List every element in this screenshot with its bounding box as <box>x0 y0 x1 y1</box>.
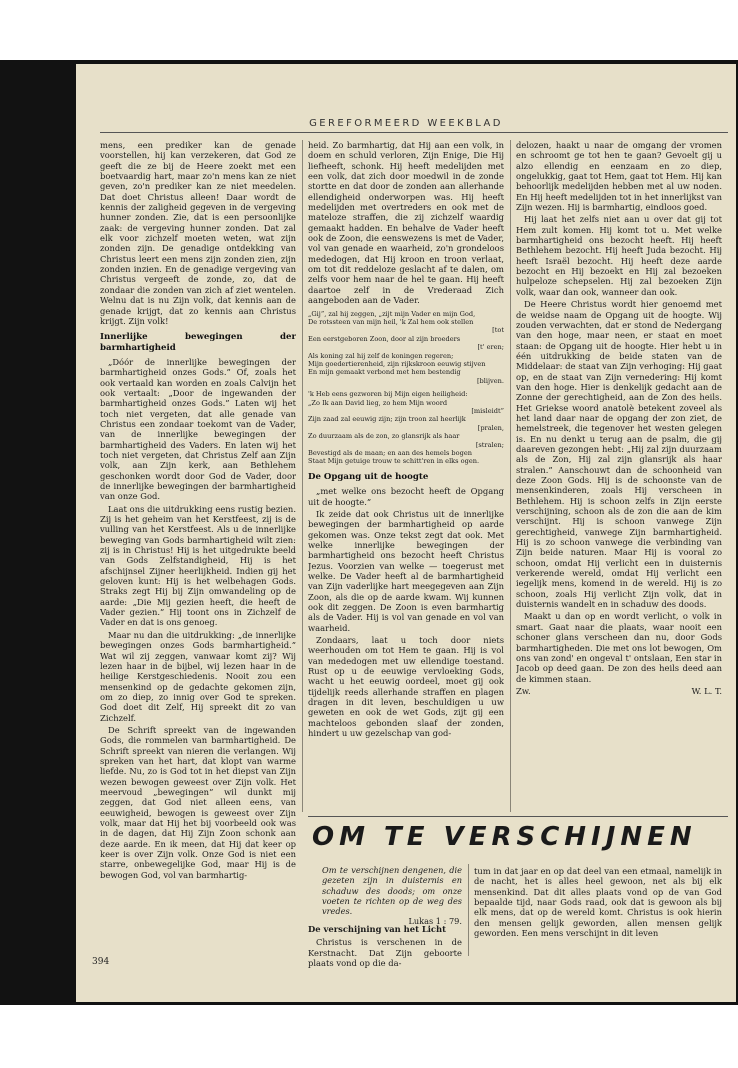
paragraph: mens, een prediker kan de genade voorstellen, hij kan verzekeren, dat God ze geeft die ze bij de Heere zoekt met een boetvaardig hart, maar zo'n mens kan ze niet geven, zo'n prediker kan ze niet meedelen. Dat doet Christus alleen! Daar wordt de kennis der zaligheid gegeven in de vergeving hunner zonden. Zie, dat is een persoonlijke zaak: de vergeving hunner zonden. Dat zal elk voor zichzelf moeten weten, wat zijn zonden zijn. De genadige ontdekking van Christus leert een mens zijn zonden zien, zijn zonden inzien. En de genadige vergeving van Christus vergeeft de zonde, zo, dat de zondaar die zonden van zich af ziet wentelen. Welnu dat is nu Zijn volk, dat kennis aan de genade krijgt, dat zo kennis aan Christus krijgt. Zijn volk! <box>100 140 296 326</box>
psalm-line: 'k Heb eens gezworen bij Mijn eigen heiligheid: <box>308 390 468 399</box>
column-divider <box>468 864 469 956</box>
page-number: 394 <box>92 957 110 967</box>
column-3 <box>516 140 722 812</box>
signature-place: Zw. <box>516 685 531 696</box>
psalm-line: „Gij”, zal hij zeggen, „zijt mijn Vader en mijn God, <box>308 309 476 318</box>
psalm-line: „Zo Ik aan David lieg, zo hem Mijn woord <box>308 398 448 407</box>
article-right-column <box>474 866 722 958</box>
column-1 <box>100 140 296 958</box>
article-start <box>308 924 462 968</box>
psalm-line: De rotssteen van mijn heil, 'k Zal hem ook stellen <box>308 317 474 326</box>
paragraph: heid. Zo barmhartig, dat Hij aan een volk, in doem en schuld verloren, Zijn Enige, Die Hij liefheeft, schonk. Hij heeft medelijden met een volk, dat zich door moedwil in de zonde stortte en dat door de zonden aan allerhande ellendigheid onderworpen was. Hij heeft medelijden met overtreders en ook met de mateloze straffen, die zij zichzelf waardig gemaakt hadden. En behalve de Vader heeft ook de Zoon, die eenswezens is met de Vader, vol van genade en waarheid, zo'n grondeloos mededogen, dat Hij kroon en troon verlaat, om tot dit reddeloze geslacht af te dalen, om zelfs voor hem naar de hel te gaan. Hij heeft daartoe zelf in de Vrederaad Zich aangeboden aan de Vader. <box>308 140 504 306</box>
column-divider <box>302 140 303 812</box>
psalm-line: Als koning zal hij zelf de koningen regeren; <box>308 351 454 360</box>
psalm-line-end: [blijven. <box>476 376 504 385</box>
psalm-line: Bevestigd als de maan; en aan des hemels bogen <box>308 449 472 457</box>
psalm-line: Een eerstgeboren Zoon, door al zijn broeders <box>308 334 461 343</box>
psalm-line-end: [stralen; <box>475 440 504 449</box>
column-divider <box>510 140 511 812</box>
paragraph: De Schrift spreekt van de ingewanden Gods, die rommelen van barmhartigheid. De Schrift spreekt van nieren die verlangen. Wij spreken van het hart, dat klopt van warme liefde. Nu, zo is God tot in het diepst van Zijn wezen bewogen geweest over Zijn volk. Het meervoud „bewegingen” wil dunkt mij zeggen, dat God niet alleen eens, van eeuwigheid, bewogen is geweest over Zijn volk, maar dat Hij het bij voorbeeld ook was in de dagen, dat Hij Zijn Zoon schonk aan deze aarde. En ik meen, dat Hij dat keer op keer is over Zijn volk. Onze God is niet een starre, onbewegelijke God, maar Hij is de bewogen God, vol van barmhartig- <box>100 724 296 880</box>
paragraph: Laat ons die uitdrukking eens rustig bezien. Zij is het geheim van het Kerstfeest, zij is de vulling van het Kerstfeest. Als u de innerlijke beweging van Gods barmhartigheid wilt zien: zij is in Christus! Hij is het uitgedrukte beeld van Gods Zelfstandigheid, Hij is het afschijnsel Zijner heerlijkheid. Indien gij het geloven kunt: Hij is het welbehagen Gods. Straks zegt Hij bij Zijn omwandeling op de aarde: „Die Mij gezien heeft, die heeft de Vader gezien.” Hij toont ons in Zichzelf de Vader en dat is ons genoeg. <box>100 503 296 628</box>
psalm-quote <box>308 310 504 466</box>
psalm-line: Zo duurzaam als de zon, zo glansrijk als haar <box>308 432 460 441</box>
paragraph: Maar nu dan die uitdrukking: „de innerlijke bewegingen onzes Gods barmhartigheid.” Wat wil zij zeggen, vanwaar komt zij? Wij lezen haar in de bijbel, wij lezen haar in de heilige Kerstgeschiedenis. Nooit zou een mensenkind op de gedachte gekomen zijn, om zo diep, zo innig over God te spreken. God doet dit Zelf, Hij spreekt dit zo van Zichzelf. <box>100 629 296 723</box>
paragraph: tum in dat jaar en op dat deel van een etmaal, namelijk in de nacht, het is alles heel gewoon, net als bij elk mensenkind. Dat dit alles plaats vond op de van God bepaalde tijd, naar Gods raad, ook dat is gewoon als bij elk mens, dat op de wereld komt. Christus is ook hierin den mensen gelijk geworden, allen mensen gelijk geworden. Een mens verschijnt in dit leven <box>474 866 722 939</box>
column-2 <box>308 140 504 812</box>
motto-text: Om te verschijnen dengenen, die gezeten zijn in duisternis en schaduw des doods; om onze voeten te richten op de weg des vredes. <box>322 865 462 917</box>
paragraph: Hij laat het zelfs niet aan u over dat gij tot Hem zult komen. Hij komt tot u. Met welke barmhartigheid ons bezocht heeft. Hij heeft Bethlehem bezocht. Hij heeft Juda bezocht. Hij heeft Israël bezocht. Hij heeft deze aarde bezocht en Hij bezoekt en Hij zal bezoeken hulpeloze schepselen. Hij zal bezoeken Zijn volk, waar dan ook, wanneer dan ook. <box>516 214 722 297</box>
paragraph: Zondaars, laat u toch door niets weerhouden om tot Hem te gaan. Hij is vol van mededogen met uw ellendige toestand. Rust op u de eeuwige vervloeking Gods, wacht u het eeuwig oordeel, moet gij ook tijdelijk reeds allerhande straffen en plagen dragen in dit leven, beschuldigen u uw geweten en ook de wet Gods, zijt gij een machteloos gebonden slaaf der zonden, hindert u uw gezelschap van god- <box>308 634 504 739</box>
paragraph: delozen, haakt u naar de omgang der vromen en schroomt ge tot hen te gaan? Gevoelt gij u alzo ellendig en eenzaam en zo diep, ongelukkig, gaat tot Hem, gaat tot Hem. Hij kan behoorlijk medelijden hebben met al uw noden. En Hij heeft medelijden tot in het innerlijkst van Zijn wezen. Hij is barmhartig, eindloos goed. <box>516 140 722 213</box>
psalm-line-end: [tot <box>492 326 504 335</box>
psalm-line-end: [misleidt” <box>471 406 504 415</box>
paragraph: Christus is verschenen in de Kerstnacht. Dat Zijn geboorte plaats vond op die da- <box>308 937 462 969</box>
psalm-line: Zijn zaad zal eeuwig zijn; zijn troon zal heerlijk <box>308 415 466 424</box>
newspaper-page <box>76 64 736 1002</box>
paragraph: „met welke ons bezocht heeft de Opgang uit de hoogte.” <box>308 486 504 507</box>
paragraph: De Heere Christus wordt hier genoemd met de weidse naam de Opgang uit de hoogte. Wij zouden verwachten, dat er stond de Nedergang van den hoge, maar neen, er staat en moet staan: de Opgang uit de hoogte. Hier hebt u in één uitdrukking de beide staten van de Middelaar: de staat van Zijn verhoging: Hij gaat op, en de staat van Zijn vernedering: Hij komt van den hoge. Hier is denkelijk gedacht aan de Zonne der gerechtigheid, aan de Zon des heils. Het Griekse woord anatolè betekent zoveel als het land daar naar de opgang der zon ziet, de hemelstreek, die tegenover het westen gelegen is. En nu denkt u terug aan de psalm, die gij daareven gezongen hebt: „Hij zal zijn duurzaam als de Zon, Hij zal zijn glansrijk als haar stralen.” Aanschouwt dan de schoonheid van deze Zoon Gods. Hij is de schoonste van de mensenkinderen, zoals Hij verscheen in Bethlehem. Hij is schoon zelfs in Zijn eerste verschijning, schoon als de zon die aan de kim verschijnt. Hij is schoon vanwege Zijn gerechtigheid, vanwege Zijn barmhartigheid. Hij is zo schoon vanwege die verbinding van Zijn beide naturen. Maar Hij is vooral zo schoon, omdat Hij verlicht een in duisternis verkerende wereld, omdat Hij verlicht een iegelijk mens, komend in de wereld. Hij is zo schoon, zoals Hij verlicht Zijn volk, dat in duisternis wandelt en in schaduw des doods. <box>516 299 722 610</box>
running-title: GEREFORMEERD WEEKBLAD <box>309 118 503 129</box>
paragraph: Maakt u dan op en wordt verlicht, o volk in smart. Gaat naar die plaats, waar nooit een schoner glans verscheen dan nu, door Gods barmhartigheden. Die met ons lot bewogen, Om ons van zond' en ongeval t' ontslaan, Een star in Jacob op deed gaan. De zon des heils deed aan de kimmen staan. <box>516 611 722 684</box>
section-heading: De verschijning van het Licht <box>308 924 446 934</box>
psalm-line-end: [pralen, <box>477 423 504 432</box>
motto <box>322 865 462 927</box>
psalm-line: En mijn gemaakt verbond met hem bestendig <box>308 368 461 377</box>
signature <box>516 686 722 696</box>
signature-initials: W. L. T. <box>691 685 722 696</box>
section-heading: Innerlijke bewegingen der barmhartigheid <box>100 332 296 353</box>
psalm-line-end: [t' eren; <box>477 343 504 352</box>
motto-reference: Lukas 1 : 79. <box>408 916 462 927</box>
paragraph: Ik zeide dat ook Christus uit de innerlijke bewegingen der barmhartigheid op aarde gekomen was. Onze tekst zegt dat ook. Met welke innerlijke bewegingen der barmhartigheid ons bezocht heeft Christus Jezus. Voorzien van welke — toegerust met welke. De Vader heeft al de barmhartigheid van Zijn vaderlijke hart meegegeven aan Zijn Zoon, als die op de aarde kwam. Wij kunnen ook dit zeggen. De Zoon is even barmhartig als de Vader. Hij is vol van genade en vol van waarheid. <box>308 508 504 633</box>
header-rule <box>100 132 728 133</box>
section-heading: De Opgang uit de hoogte <box>308 471 429 482</box>
section-rule <box>308 816 728 817</box>
article-title: OM TE VERSCHIJNEN <box>312 822 697 852</box>
paragraph: „Dóór de innerlijke bewegingen der barmhartigheid onzes Gods.” Of, zoals het ook vertaald kan worden en zoals Calvijn het ook vertaalt: „Door de ingewanden der barmhartigheid onzes Gods.” Laten wij het toch niet vergeten, dat alle genade van Christus een zondaar toekomt van de Vader, van de innerlijke bewegingen der barmhartigheid des Vaders. En laten wij het toch niet vergeten, dat Christus Zelf aan Zijn volk, aan Zijn kerk, aan Bethlehem geschonken wordt door God de Vader, door de innerlijke bewegingen der barmhartigheid van onze God. <box>100 356 296 502</box>
psalm-line: Mijn goedertierenheid, zijn rijkskroon eeuwig stijven <box>308 359 486 368</box>
psalm-line: Staat Mijn getuige trouw te schitt'ren in elks ogen. <box>308 457 480 466</box>
